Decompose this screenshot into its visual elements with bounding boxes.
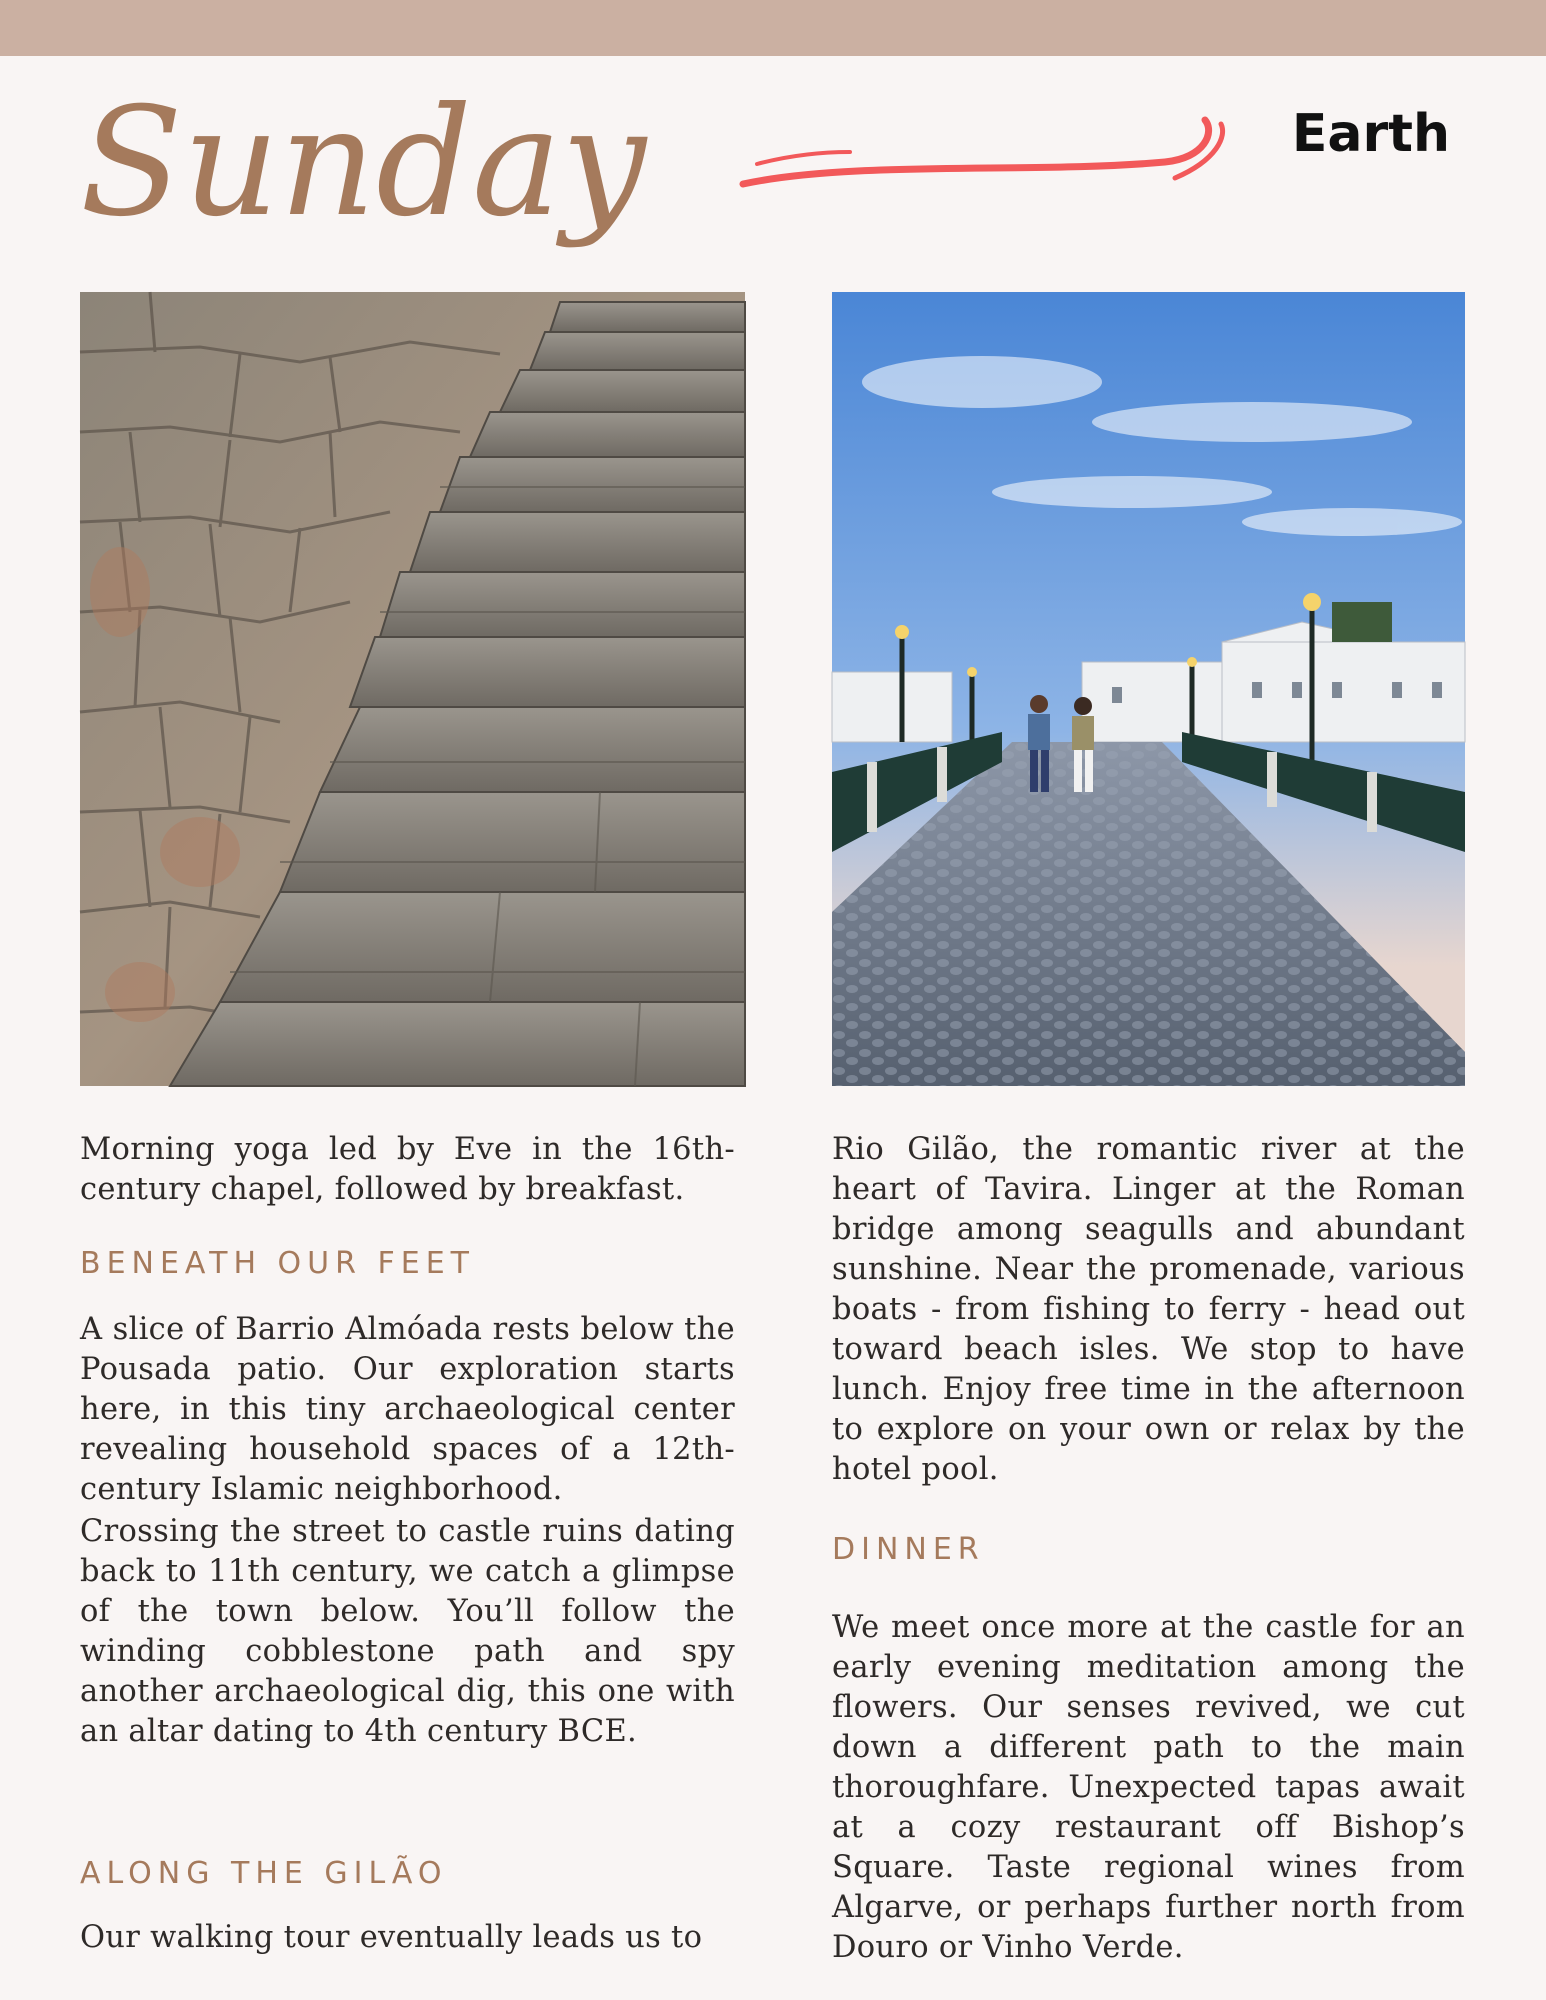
beneath-paragraph-2: Crossing the street to castle ruins dating back to 11th century, we catch a glimpse of the town below. You’ll follow the winding cobblestone path and spy another archaeological dig, this one with an altar dating to 4th century BCE.	[80, 1514, 735, 1749]
header-label: Earth	[1291, 104, 1450, 164]
stone-staircase-photo	[80, 292, 745, 1086]
dinner-paragraph: We meet once more at the castle for an early evening meditation among the flowers. Our senses revived, we cut down a different path to the main thoroughfare. Unexpected tapas await at a cozy restaurant off Bishop’s Square. Taste regional wines from Algarve, or perhaps further north from Douro or Vinho Verde.	[832, 1610, 1465, 1965]
script-title	[80, 64, 647, 274]
section-heading-dinner: DINNER	[832, 1532, 985, 1567]
section-heading-beneath-our-feet: BENEATH OUR FEET	[80, 1246, 475, 1281]
top-color-band	[0, 0, 1546, 56]
intro-paragraph: Morning yoga led by Eve in the 16th-century chapel, followed by breakfast.	[80, 1132, 735, 1207]
gilao-paragraph-start: Our walking tour eventually leads us to	[80, 1920, 703, 1955]
beneath-paragraph-1: A slice of Barrio Almóada rests below the Pousada patio. Our exploration starts here, in this tiny archaeological center revealing household spaces of a 12th-century Islamic neighborhood.	[80, 1312, 735, 1507]
day-title: Sunday	[80, 76, 647, 250]
gilao-paragraph-continued: Rio Gilão, the romantic river at the heart of Tavira. Linger at the Roman bridge among seagulls and abundant sunshine. Near the promenade, various boats - from fishing to ferry - head out toward beach isles. We stop to have lunch. Enjoy free time in the afternoon to explore on your own or relax by the hotel pool.	[832, 1132, 1465, 1487]
section-heading-along-the-gilao: ALONG THE GILÃO	[80, 1856, 448, 1891]
swoosh-decoration	[735, 112, 1235, 192]
cobblestone-bridge-photo	[832, 292, 1465, 1086]
